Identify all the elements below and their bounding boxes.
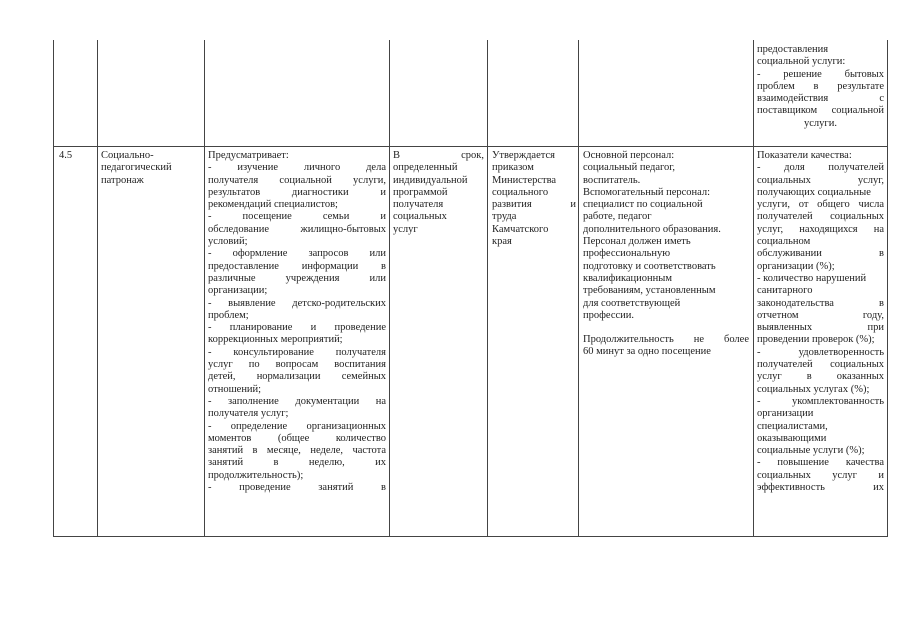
text-line: воспитатель. <box>583 174 641 186</box>
text-line: - выявление детско-родительских <box>208 297 386 309</box>
text-line: обследование жилищно-бытовых <box>208 223 386 235</box>
text-line: - проведение занятий в <box>208 482 386 494</box>
text-line: индивидуальной <box>393 174 468 186</box>
text-line: приказом <box>492 162 534 174</box>
row-divider <box>53 146 888 147</box>
text-line: предоставление информации в <box>208 260 386 272</box>
text-line: проблем в результате <box>757 80 884 92</box>
text-line: отношений; <box>208 383 262 395</box>
text-line: - определение организационных <box>208 420 386 432</box>
text-line: - повышение качества <box>757 457 884 469</box>
text-line: социальной услуги: <box>757 56 846 68</box>
text-line: подготовку и соответствовать <box>583 260 716 272</box>
spacer <box>583 322 749 334</box>
text-line: патронаж <box>101 174 144 186</box>
text-line: - решение бытовых <box>757 68 884 80</box>
text-line: определенный <box>393 162 458 174</box>
column-divider <box>97 40 98 537</box>
column-divider <box>753 40 754 537</box>
text-line: работе, педагог <box>583 211 652 223</box>
text-line: предоставления <box>757 44 829 55</box>
text-line: Персонал должен иметь <box>583 236 691 248</box>
text-line: услуги. <box>804 117 837 129</box>
text-line: профессиональную <box>583 248 671 260</box>
text-line: Социально- <box>101 150 154 161</box>
text-line: педагогический <box>101 162 172 174</box>
text-line: получателя социальной услуги, <box>208 174 386 186</box>
tariff-approval-cell <box>492 150 576 248</box>
text-line: услуг <box>393 223 418 235</box>
text-line: - планирование и проведение <box>208 322 386 334</box>
service-term-cell <box>393 150 484 236</box>
text-line: - количество нарушений <box>757 272 867 284</box>
service-name-cell <box>101 150 201 187</box>
services-table <box>53 40 888 537</box>
text-line: социальных услуг и <box>757 469 884 481</box>
service-description-cell <box>208 150 386 494</box>
text-line: социальном <box>757 236 811 248</box>
table-border-bottom <box>53 536 888 537</box>
text-line: труда <box>492 211 517 223</box>
text-line: поставщиком социальной <box>757 105 884 117</box>
text-line: организации (%); <box>757 260 835 272</box>
text-line: детей, нормализации семейных <box>208 371 386 383</box>
text-line: получателя услуг; <box>208 408 289 420</box>
text-line: получателей социальных <box>757 211 884 223</box>
text-line: организации <box>757 408 814 420</box>
text-line: Министерства <box>492 174 557 186</box>
text-line: социальных услуг, <box>757 174 884 186</box>
text-line: Камчатского <box>492 223 549 235</box>
text-line: услуги, от общего числа <box>757 199 884 211</box>
text-line: социальных услугах (%); <box>757 383 870 395</box>
quality-indicators-cell <box>757 150 884 494</box>
text-line: получателя <box>393 199 444 211</box>
text-line: квалификационным <box>583 272 672 284</box>
column-divider <box>204 40 205 537</box>
text-line: - изучение личного дела <box>208 162 386 174</box>
row-number: 4.5 <box>59 150 73 161</box>
text-line: условий; <box>208 236 248 248</box>
top-row-quality-cell <box>757 44 884 130</box>
text-line: различные учреждения или <box>208 272 386 284</box>
text-line: края <box>492 236 512 248</box>
text-line: специалистами, <box>757 420 828 432</box>
text-line: - удовлетворенность <box>757 346 884 358</box>
text-line: отчетном году, <box>757 309 884 321</box>
text-line: социальный педагог, <box>583 162 676 174</box>
text-line: санитарного <box>757 285 813 297</box>
text-line: социального <box>492 186 549 198</box>
text-line: взаимодействия с <box>757 93 884 105</box>
text-line: продолжительность); <box>208 469 304 481</box>
text-line: Основной персонал: <box>583 150 675 161</box>
text-line: получающих социальные <box>757 186 871 198</box>
text-line: Утверждается <box>492 150 555 161</box>
text-line: оказывающими <box>757 432 827 444</box>
text-line: Продолжительность не более <box>583 334 749 346</box>
text-line: - заполнение документации на <box>208 395 386 407</box>
text-line: результатов диагностики и <box>208 186 386 198</box>
text-line: социальные услуги (%); <box>757 445 865 457</box>
text-line: - консультирование получателя <box>208 346 386 358</box>
text-line: проблем; <box>208 309 249 321</box>
text-line: организации; <box>208 285 268 297</box>
text-line: занятий в неделю, их <box>208 457 386 469</box>
text-line: - посещение семьи и <box>208 211 386 223</box>
text-line: специалист по социальной <box>583 199 703 211</box>
table-border-left <box>53 40 54 537</box>
text-line: В срок, <box>393 150 484 161</box>
text-line: услуг по вопросам воспитания <box>208 359 386 371</box>
text-line: профессии. <box>583 309 635 321</box>
top-row-quality-text <box>757 44 884 130</box>
text-line: Показатели качества: <box>757 150 852 161</box>
text-line: развития и <box>492 199 576 211</box>
text-line: 60 минут за одно посещение <box>583 346 711 358</box>
column-divider <box>389 40 390 537</box>
text-line: дополнительного образования. <box>583 223 721 235</box>
text-line: - оформление запросов или <box>208 248 386 260</box>
text-line: проведении проверок (%); <box>757 334 875 346</box>
text-line: программой <box>393 186 448 198</box>
text-line: - доля получателей <box>757 162 884 174</box>
staff-cell <box>583 150 749 359</box>
text-line: эффективность их <box>757 482 884 494</box>
text-line: требованиям, установленным <box>583 285 716 297</box>
text-line: Вспомогательный персонал: <box>583 186 711 198</box>
text-line: моментов (общее количество <box>208 432 386 444</box>
column-divider <box>487 40 488 537</box>
text-line: получателей социальных <box>757 359 884 371</box>
table-border-right <box>887 40 888 537</box>
text-line: выявленных при <box>757 322 884 334</box>
text-line: коррекционных мероприятий; <box>208 334 343 346</box>
text-line: услуг, находящихся на <box>757 223 884 235</box>
text-line: обслуживании в <box>757 248 884 260</box>
text-line: услуг в оказанных <box>757 371 884 383</box>
text-line: занятий в месяце, неделе, частота <box>208 445 386 457</box>
text-line: для соответствующей <box>583 297 681 309</box>
text-line: социальных <box>393 211 447 223</box>
column-divider <box>578 40 579 537</box>
text-line: - укомплектованность <box>757 395 884 407</box>
text-line: Предусматривает: <box>208 150 289 161</box>
text-line: законодательства в <box>757 297 884 309</box>
text-line: рекомендаций специалистов; <box>208 199 338 211</box>
